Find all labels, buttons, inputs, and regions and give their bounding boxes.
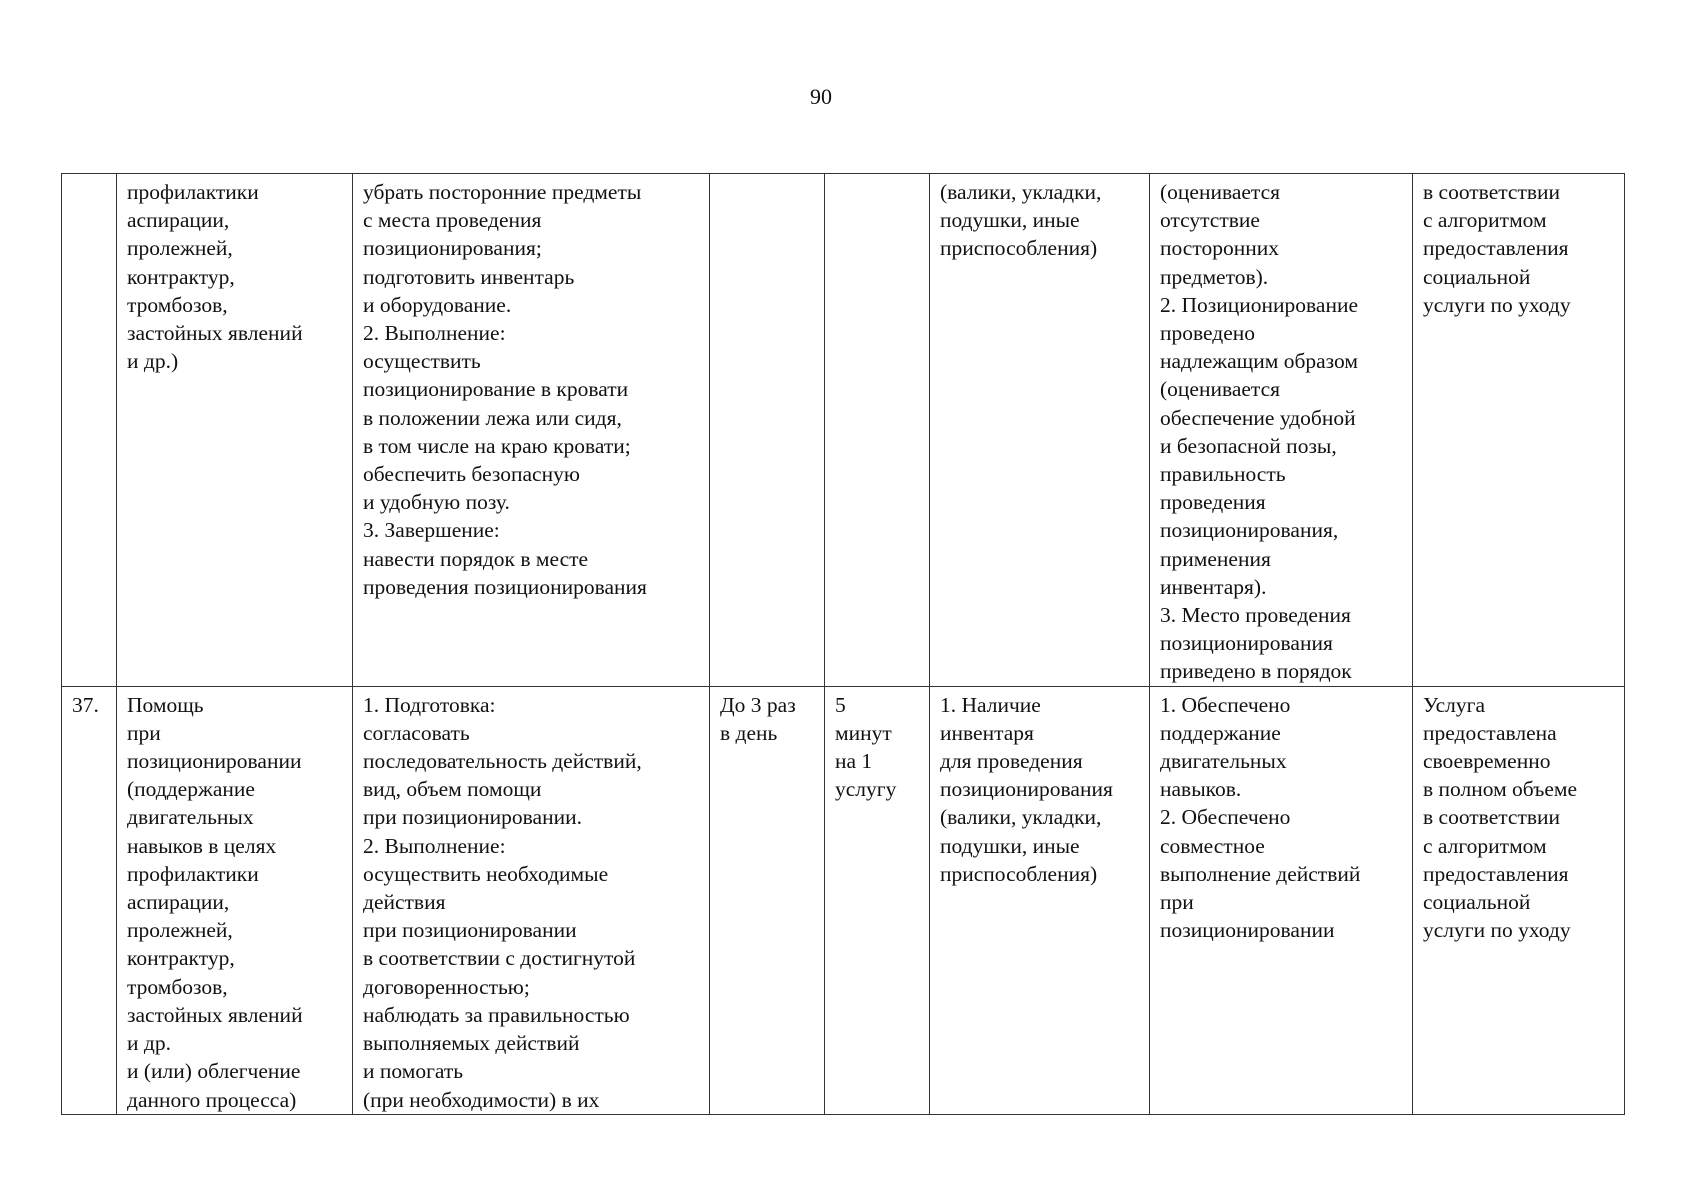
quality-cell — [1413, 686, 1625, 1114]
service-description: убрать посторонние предметы с места проведения позиционирования; подготовить инвентарь и оборудование. 2. Выполнение: осуществить позиционирование в кровати в положении лежа или сидя, в том числе на краю кровати; обеспечить безопасную и удобную позу. 3. Завершение: навести порядок в месте проведения позиционирования — [363, 180, 647, 599]
table-row — [62, 686, 1625, 1114]
quality-indicators: 1. Обеспечено поддержание двигательных навыков. 2. Обеспечено совместное выполнение действий при позиционировании — [1160, 692, 1361, 943]
indicators-cell — [1150, 686, 1413, 1114]
quality-assessment: Услуга предоставлена своевременно в полном объеме в соответствии с алгоритмом предоставления социальной услуги по уходу — [1423, 692, 1578, 943]
conditions: (валики, укладки, подушки, иные приспособления) — [940, 180, 1102, 261]
frequency-cell — [710, 686, 825, 1114]
duration-cell — [825, 174, 930, 687]
services-table — [61, 173, 1625, 1115]
duration: 5 минут на 1 услугу — [835, 692, 897, 802]
service-name: Помощь при позиционировании (поддержание двигательных навыков в целях профилактики аспирации, пролежней, контрактур, тромбозов, застойных явлений и др. и (или) облегчение данного процесса) — [127, 692, 303, 1112]
row-number: 37. — [72, 692, 99, 717]
duration-cell — [825, 686, 930, 1114]
quality-assessment: в соответствии с алгоритмом предоставления социальной услуги по уходу — [1423, 180, 1571, 317]
conditions-cell — [930, 686, 1150, 1114]
row-number-cell — [62, 686, 117, 1114]
table-row — [62, 174, 1625, 687]
service-name: профилактики аспирации, пролежней, контрактур, тромбозов, застойных явлений и др.) — [127, 180, 303, 374]
quality-indicators: (оценивается отсутствие посторонних предметов). 2. Позиционирование проведено надлежащим образом (оценивается обеспечение удобной и безопасной позы, правильность проведения позиционирования, применения инвентаря). 3. Место проведения позиционирования приведено в порядок — [1160, 180, 1359, 684]
service-description: 1. Подготовка: согласовать последовательность действий, вид, объем помощи при позиционировании. 2. Выполнение: осуществить необходимые действия при позиционировании в соответствии с достигнутой договоренностью; наблюдать за правильностью выполняемых действий и помогать (при необходимости) в их — [363, 692, 642, 1112]
quality-cell — [1413, 174, 1625, 687]
conditions: 1. Наличие инвентаря для проведения позиционирования (валики, укладки, подушки, иные приспособления) — [940, 692, 1113, 886]
conditions-cell — [930, 174, 1150, 687]
service-description-cell — [353, 174, 710, 687]
indicators-cell — [1150, 174, 1413, 687]
service-description-cell — [353, 686, 710, 1114]
page-number: 90 — [810, 84, 832, 109]
service-name-cell — [117, 174, 353, 687]
frequency-cell — [710, 174, 825, 687]
row-number-cell — [62, 174, 117, 687]
frequency: До 3 раз в день — [720, 692, 796, 745]
service-name-cell — [117, 686, 353, 1114]
